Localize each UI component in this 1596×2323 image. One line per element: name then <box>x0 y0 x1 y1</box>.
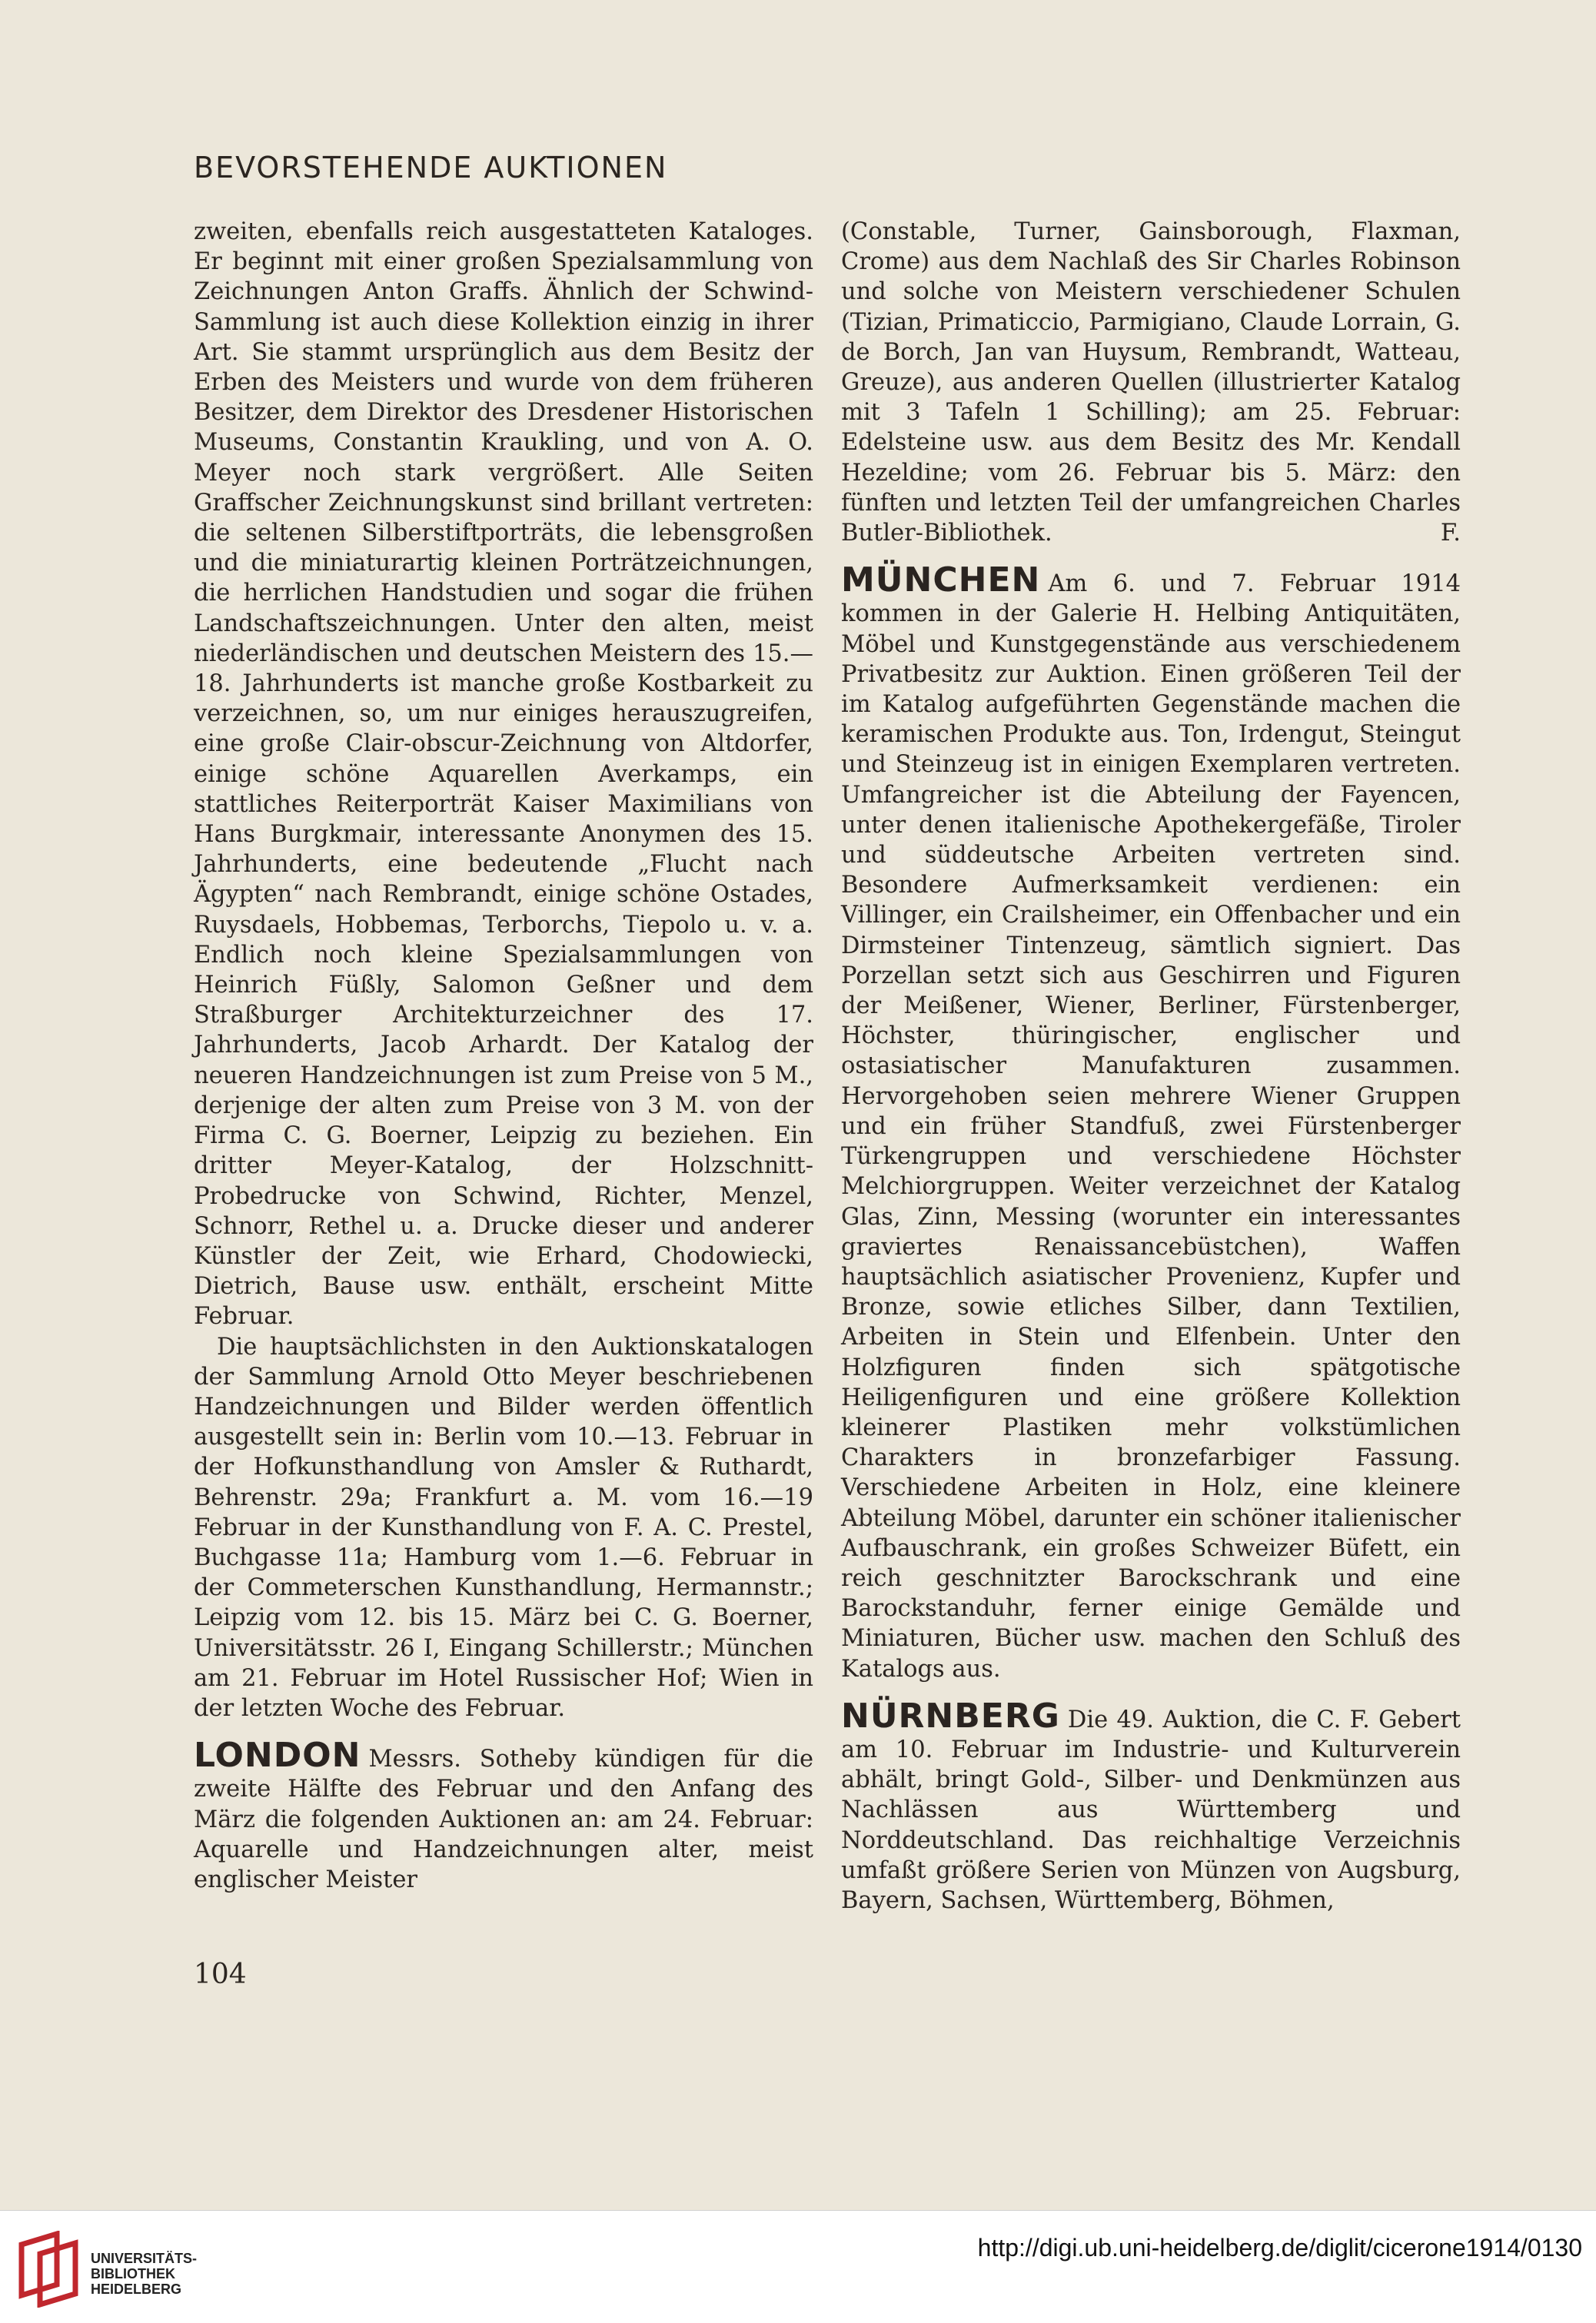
paragraph-text: (Constable, Turner, Gainsborough, Flaxman, Crome) aus dem Nachlaß des Sir Charles Robinson und solche von Meistern verschiedener Schulen (Tizian, Primaticcio, Parmigiano, Claude Lorrain, G. de Borch, Jan van Huysum, Rembrandt, Watteau, Greuze), aus anderen Quellen (illustrierter Katalog mit 3 Tafeln 1 Schilling); am 25. Februar: Edelsteine usw. aus dem Besitz des Mr. Kendall Hezeldine; vom 26. Februar bis 5. März: den fünften und letzten Teil der umfangreichen Charles Butler-Bibliothek. <box>841 218 1461 547</box>
running-head: BEVORSTEHENDE AUKTIONEN <box>194 151 668 184</box>
section-heading-london: LONDON <box>194 1736 361 1776</box>
section-text: Am 6. und 7. Februar 1914 kommen in der Galerie H. Helbing Antiquitäten, Möbel und Kunstgegenstände aus verschiedenem Privatbesitz zur Auktion. Einen größeren Teil der im Katalog aufgeführten Gegenstände machen die keramischen Produkte aus. Ton, Irdengut, Steingut und Steinzeug ist in einigen Exemplaren vertreten. Umfangreicher ist die Abteilung der Fayencen, unter denen italienische Apothekergefäße, Tiroler und süddeutsche Arbeiten vertreten sind. Besondere Aufmerksamkeit verdienen: ein Villinger, ein Crailsheimer, ein Offenbacher und ein Dirmsteiner Tintenzeug, sämtlich signiert. Das Porzellan setzt sich aus Geschirren und Figuren der Meißener, Wiener, Berliner, Fürstenberger, Höchster, thüringischer, englischer und ostasiatischer Manufakturen zusammen. Hervorgehoben seien mehrere Wiener Gruppen und ein früher Standfuß, zwei Fürstenberger Türkengruppen und verschiedene Höchster Melchiorgruppen. Weiter verzeichnet der Katalog Glas, Zinn, Messing (worunter ein interessantes graviertes Renaissancebüstchen), Waffen hauptsächlich asiatischer Provenienz, Kupfer und Bronze, sowie etliches Silber, dann Textilien, Arbeiten in Stein und Elfenbein. Unter den Holzfiguren finden sich spätgotische Heiligenfiguren und eine größere Kollektion kleinerer Plastiken mehr volkstümlichen Charakters in bronzefarbiger Fassung. Verschiedene Arbeiten in Holz, eine kleinere Abteilung Möbel, darunter ein schöner italienischer Aufbauschrank, ein großes Schweizer Büfett, ein reich geschnitzter Barockschrank und eine Barockstanduhr, ferner einige Gemälde und Miniaturen, Bücher usw. machen den Schluß des Katalogs aus. <box>841 570 1461 1683</box>
paragraph: zweiten, ebenfalls reich ausgestatteten Kataloges. Er beginnt mit einer großen Spezialsammlung von Zeichnungen Anton Graffs. Ähnlich der Schwind-Sammlung ist auch diese Kollektion einzig in ihrer Art. Sie stammt ursprünglich aus dem Besitz der Erben des Meisters und wurde von dem früheren Besitzer, dem Direktor des Dresdener Historischen Museums, Constantin Kraukling, und von A. O. Meyer noch stark vergrößert. Alle Seiten Graffscher Zeichnungskunst sind brillant vertreten: die seltenen Silberstiftporträts, die lebensgroßen und die miniaturartig kleinen Porträtzeichnungen, die herrlichen Handstudien und sogar die frühen Landschaftszeichnungen. Unter den alten, meist niederländischen und deutschen Meistern des 15.—18. Jahrhunderts ist manche große Kostbarkeit zu verzeichnen, so, um nur einiges herauszugreifen, eine große Clair-obscur-Zeichnung von Altdorfer, einige schöne Aquarellen Averkamps, ein stattliches Reiterporträt Kaiser Maximilians von Hans Burgkmair, interessante Anonymen des 15. Jahrhunderts, eine bedeutende „Flucht nach Ägypten“ nach Rembrandt, einige schöne Ostades, Ruysdaels, Hobbemas, Terborchs, Tiepolo u. v. a. Endlich noch kleine Spezialsammlungen von Heinrich Füßly, Salomon Geßner und dem Straßburger Architekturzeichner des 17. Jahrhunderts, Jacob Arhardt. Der Katalog der neueren Handzeichnungen ist zum Preise von 5 M., derjenige der alten zum Preise von 3 M. von der Firma C. G. Boerner, Leipzig zu beziehen. Ein dritter Meyer-Katalog, der Holzschnitt-Probedrucke von Schwind, Richter, Menzel, Schnorr, Rethel u. a. Drucke dieser und anderer Künstler der Zeit, wie Erhard, Chodowiecki, Dietrich, Bause usw. enthält, erscheint Mitte Februar. <box>194 218 813 1331</box>
page-number: 104 <box>194 1959 247 1990</box>
section-nuremberg <box>841 1696 1461 1916</box>
library-logo-icon <box>14 2231 85 2308</box>
library-name: UNIVERSITÄTS- BIBLIOTHEK HEIDELBERG <box>91 2251 198 2297</box>
section-text: Die 49. Auktion, die C. F. Gebert am 10. Februar im Industrie- und Kulturverein abhält, bringt Gold-, Silber- und Denkmünzen aus Nachlässen aus Württemberg und Norddeutschland. Das reichhaltige Verzeichnis umfaßt größere Serien von Münzen von Augsburg, Bayern, Sachsen, Württemberg, Böhmen, <box>841 1706 1461 1914</box>
section-munich <box>841 560 1461 1684</box>
section-text: Messrs. Sotheby kündigen für die zweite Hälfte des Februar und den Anfang des März die folgenden Auktionen an: am 24. Februar: Aquarelle und Handzeichnungen alter, meist englischer Meister <box>194 1746 813 1893</box>
paragraph <box>841 217 1461 548</box>
author-signature: F. <box>1440 520 1461 547</box>
paragraph: Die hauptsächlichsten in den Auktionskatalogen der Sammlung Arnold Otto Meyer beschriebenen Handzeichnungen und Bilder werden öffentlich ausgestellt sein in: Berlin vom 10.—13. Februar in der Hofkunsthandlung von Amsler & Ruthardt, Behrenstr. 29a; Frankfurt a. M. vom 16.—19 Februar in der Kunsthandlung von F. A. C. Prestel, Buchgasse 11a; Hamburg vom 1.—6. Februar in der Commeterschen Kunsthandlung, Hermannstr.; Leipzig vom 12. bis 15. März bei C. G. Boerner, Universitätsstr. 26 I, Eingang Schillerstr.; München am 21. Februar im Hotel Russischer Hof; Wien in der letzten Woche des Februar. <box>194 1333 813 1722</box>
digitization-footer <box>0 2210 1596 2323</box>
section-london <box>194 1736 813 1895</box>
section-heading-munich: MÜNCHEN <box>841 560 1041 600</box>
right-column <box>841 217 1461 1916</box>
left-column <box>194 217 813 1895</box>
section-heading-nuremberg: NÜRNBERG <box>841 1696 1060 1736</box>
source-url-link[interactable]: http://digi.ub.uni-heidelberg.de/diglit/cicerone1914/0130 <box>977 2234 1582 2262</box>
